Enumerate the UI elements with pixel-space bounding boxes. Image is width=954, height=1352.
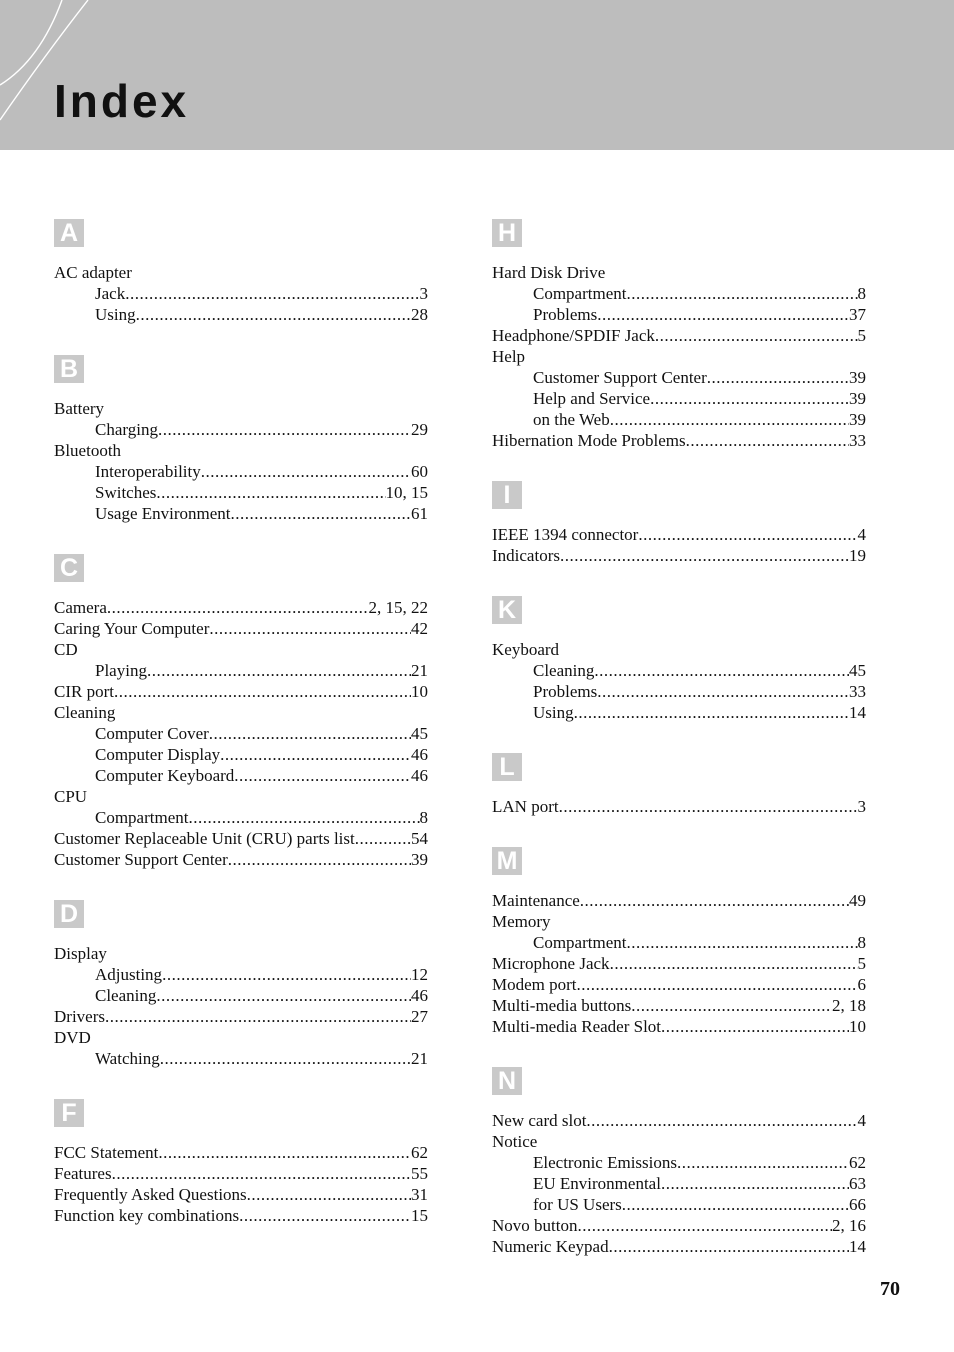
entry-page-ref: 46 (411, 986, 428, 1005)
section-letter: F (54, 1099, 84, 1127)
dot-leader (609, 1236, 849, 1257)
section-letter: D (54, 900, 84, 928)
index-entry (54, 597, 428, 618)
entry-label: for US Users (533, 1195, 622, 1214)
index-entry (54, 1205, 428, 1226)
entry-label: Customer Support Center (54, 850, 228, 869)
index-entry (54, 681, 428, 702)
page-header (0, 0, 954, 150)
index-entry (54, 828, 428, 849)
entry-page-ref: 14 (849, 703, 866, 722)
entry-label: Compartment (95, 808, 189, 827)
dot-leader (661, 1173, 849, 1194)
index-entry (54, 943, 428, 964)
entry-label: Help (492, 347, 526, 366)
section-letter: K (492, 596, 522, 624)
dot-leader (622, 1194, 849, 1215)
index-subentry (54, 964, 428, 985)
dot-leader (560, 545, 849, 566)
dot-leader (158, 419, 411, 440)
entry-page-ref: 3 (419, 284, 428, 303)
entry-label: Electronic Emissions (533, 1153, 678, 1172)
entry-label: Adjusting (95, 965, 163, 984)
index-section (54, 554, 428, 870)
index-subentry (54, 304, 428, 325)
index-entry (492, 890, 866, 911)
entry-label: Customer Support Center (533, 368, 707, 387)
dot-leader (650, 388, 849, 409)
entry-label: Problems (533, 682, 598, 701)
dot-leader (577, 1215, 832, 1236)
entry-page-ref: 39 (849, 389, 866, 408)
section-letter: M (492, 847, 522, 875)
entry-page-ref: 8 (857, 933, 866, 952)
entry-label: Novo button (492, 1216, 578, 1235)
index-entry (54, 398, 428, 419)
dot-leader (156, 482, 385, 503)
section-letter: A (54, 219, 84, 247)
index-entry (54, 618, 428, 639)
entry-page-ref: 5 (857, 326, 866, 345)
entry-page-ref: 45 (411, 724, 428, 743)
entry-page-ref: 39 (849, 368, 866, 387)
entry-page-ref: 39 (411, 850, 428, 869)
entry-label: Hard Disk Drive (492, 263, 606, 282)
dot-leader (162, 964, 411, 985)
index-subentry (492, 388, 866, 409)
entry-page-ref: 55 (411, 1164, 428, 1183)
dot-leader (231, 503, 412, 524)
entry-label: Using (533, 703, 574, 722)
entry-page-ref: 27 (411, 1007, 428, 1026)
index-entry (54, 262, 428, 283)
entry-label: Using (95, 305, 136, 324)
dot-leader (655, 325, 858, 346)
dot-leader (136, 304, 411, 325)
dot-leader (147, 660, 411, 681)
entry-label: Keyboard (492, 640, 560, 659)
dot-leader (597, 681, 849, 702)
index-entry (492, 346, 866, 367)
entry-page-ref: 62 (849, 1153, 866, 1172)
entry-page-ref: 10 (849, 1017, 866, 1036)
entry-page-ref: 10, 15 (385, 483, 428, 502)
index-subentry (54, 765, 428, 786)
entry-label: Bluetooth (54, 441, 122, 460)
entry-page-ref: 45 (849, 661, 866, 680)
index-entry (54, 1006, 428, 1027)
entry-label: CPU (54, 787, 88, 806)
entry-label: Switches (95, 483, 157, 502)
index-entry (54, 1163, 428, 1184)
index-subentry (492, 681, 866, 702)
entry-label: on the Web (533, 410, 610, 429)
entry-label: Computer Keyboard (95, 766, 235, 785)
entry-page-ref: 33 (849, 682, 866, 701)
index-entry (492, 262, 866, 283)
entry-page-ref: 4 (857, 1111, 866, 1130)
entry-label: Cleaning (95, 986, 157, 1005)
section-letter: C (54, 554, 84, 582)
index-entry (54, 639, 428, 660)
entry-label: Memory (492, 912, 551, 931)
index-section (492, 753, 866, 817)
entry-page-ref: 8 (419, 808, 428, 827)
entry-label: New card slot (492, 1111, 587, 1130)
entry-label: Compartment (533, 933, 627, 952)
dot-leader (125, 283, 419, 304)
dot-leader (112, 1163, 411, 1184)
index-entry (492, 1236, 866, 1257)
entry-page-ref: 39 (849, 410, 866, 429)
index-entry (54, 1027, 428, 1048)
index-entry (492, 995, 866, 1016)
entry-label: Customer Replaceable Unit (CRU) parts list (54, 829, 355, 848)
dot-leader (220, 744, 411, 765)
dot-leader (707, 367, 849, 388)
index-subentry (54, 985, 428, 1006)
index-section (492, 596, 866, 723)
entry-label: CIR port (54, 682, 114, 701)
dot-leader (188, 807, 419, 828)
dot-leader (631, 995, 832, 1016)
entry-label: Multi-media Reader Slot (492, 1017, 662, 1036)
index-section (54, 900, 428, 1069)
entry-page-ref: 33 (849, 431, 866, 450)
entry-label: Indicators (492, 546, 560, 565)
index-section (492, 1067, 866, 1257)
entry-label: CD (54, 640, 78, 659)
entry-label: Charging (95, 420, 158, 439)
dot-leader (597, 304, 849, 325)
index-subentry (54, 419, 428, 440)
entry-page-ref: 42 (411, 619, 428, 638)
entry-page-ref: 3 (857, 797, 866, 816)
index-entry (492, 953, 866, 974)
entry-label: Caring Your Computer (54, 619, 210, 638)
entry-page-ref: 12 (411, 965, 428, 984)
entry-page-ref: 6 (857, 975, 866, 994)
entry-label: FCC Statement (54, 1143, 159, 1162)
section-letter: I (492, 481, 522, 509)
index-subentry (54, 660, 428, 681)
entry-page-ref: 31 (411, 1185, 428, 1204)
dot-leader (156, 985, 411, 1006)
entry-label: Usage Environment (95, 504, 231, 523)
dot-leader (355, 828, 411, 849)
index-section (492, 481, 866, 566)
index-section (54, 1099, 428, 1226)
page-number: 70 (880, 1278, 900, 1300)
index-entry (492, 1016, 866, 1037)
entry-page-ref: 2, 16 (832, 1216, 866, 1235)
entry-page-ref: 28 (411, 305, 428, 324)
dot-leader (686, 430, 849, 451)
dot-leader (160, 1048, 411, 1069)
index-subentry (492, 1173, 866, 1194)
entry-label: Watching (95, 1049, 160, 1068)
index-entry (492, 1131, 866, 1152)
entry-page-ref: 2, 18 (832, 996, 866, 1015)
entry-page-ref: 4 (857, 525, 866, 544)
dot-leader (577, 974, 858, 995)
index-subentry (492, 283, 866, 304)
index-subentry (54, 723, 428, 744)
index-entry (54, 440, 428, 461)
index-entry (54, 1184, 428, 1205)
entry-label: Notice (492, 1132, 538, 1151)
dot-leader (574, 702, 849, 723)
entry-page-ref: 29 (411, 420, 428, 439)
index-entry (492, 325, 866, 346)
entry-page-ref: 62 (411, 1143, 428, 1162)
index-section (54, 355, 428, 524)
index-subentry (54, 1048, 428, 1069)
entry-label: Jack (95, 284, 126, 303)
entry-label: Modem port (492, 975, 577, 994)
entry-label: Hibernation Mode Problems (492, 431, 686, 450)
index-subentry (492, 1194, 866, 1215)
entry-label: Function key combinations (54, 1206, 240, 1225)
dot-leader (677, 1152, 849, 1173)
entry-page-ref: 8 (857, 284, 866, 303)
entry-label: Problems (533, 305, 598, 324)
entry-label: Multi-media buttons (492, 996, 632, 1015)
index-subentry (54, 807, 428, 828)
entry-page-ref: 66 (849, 1195, 866, 1214)
entry-label: Battery (54, 399, 105, 418)
entry-page-ref: 54 (411, 829, 428, 848)
index-subentry (54, 744, 428, 765)
entry-label: Features (54, 1164, 112, 1183)
entry-page-ref: 21 (411, 661, 428, 680)
entry-page-ref: 2, 15, 22 (368, 598, 428, 617)
index-subentry (54, 503, 428, 524)
dot-leader (209, 723, 411, 744)
index-entry (492, 639, 866, 660)
entry-page-ref: 21 (411, 1049, 428, 1068)
index-subentry (492, 1152, 866, 1173)
entry-page-ref: 49 (849, 891, 866, 910)
index-subentry (54, 461, 428, 482)
index-subentry (492, 367, 866, 388)
index-entry (492, 796, 866, 817)
index-subentry (54, 482, 428, 503)
dot-leader (239, 1205, 411, 1226)
entry-label: Cleaning (54, 703, 116, 722)
entry-page-ref: 61 (411, 504, 428, 523)
entry-label: EU Environmental (533, 1174, 661, 1193)
entry-label: Computer Display (95, 745, 221, 764)
dot-leader (209, 618, 411, 639)
index-section (492, 219, 866, 451)
index-entry (54, 1142, 428, 1163)
section-letter: H (492, 219, 522, 247)
dot-leader (234, 765, 411, 786)
index-entry (54, 702, 428, 723)
index-entry (492, 1110, 866, 1131)
index-section (492, 847, 866, 1037)
index-entry (492, 430, 866, 451)
entry-page-ref: 46 (411, 766, 428, 785)
index-entry (54, 786, 428, 807)
entry-label: Maintenance (492, 891, 580, 910)
index-column-right (492, 219, 866, 1287)
index-entry (492, 545, 866, 566)
page-title: Index (54, 75, 190, 127)
index-subentry (492, 304, 866, 325)
entry-page-ref: 63 (849, 1174, 866, 1193)
entry-label: Help and Service (533, 389, 651, 408)
entry-label: IEEE 1394 connector (492, 525, 639, 544)
index-section (54, 219, 428, 325)
entry-label: Playing (95, 661, 147, 680)
entry-label: Computer Cover (95, 724, 209, 743)
entry-label: Drivers (54, 1007, 105, 1026)
entry-label: Cleaning (533, 661, 595, 680)
index-entry (492, 974, 866, 995)
index-entry (492, 911, 866, 932)
dot-leader (586, 1110, 857, 1131)
entry-page-ref: 5 (857, 954, 866, 973)
entry-page-ref: 14 (849, 1237, 866, 1256)
entry-label: Interoperability (95, 462, 201, 481)
dot-leader (228, 849, 411, 870)
dot-leader (107, 597, 369, 618)
dot-leader (594, 660, 849, 681)
dot-leader (580, 890, 849, 911)
entry-label: Compartment (533, 284, 627, 303)
entry-page-ref: 10 (411, 682, 428, 701)
index-entry (492, 524, 866, 545)
entry-label: Numeric Keypad (492, 1237, 609, 1256)
index-subentry (492, 932, 866, 953)
entry-page-ref: 15 (411, 1206, 428, 1225)
dot-leader (610, 953, 858, 974)
entry-label: Microphone Jack (492, 954, 610, 973)
dot-leader (661, 1016, 849, 1037)
index-subentry (492, 660, 866, 681)
dot-leader (158, 1142, 411, 1163)
entry-page-ref: 37 (849, 305, 866, 324)
dot-leader (105, 1006, 411, 1027)
entry-label: Display (54, 944, 107, 963)
entry-page-ref: 19 (849, 546, 866, 565)
index-subentry (492, 409, 866, 430)
dot-leader (247, 1184, 411, 1205)
entry-label: Frequently Asked Questions (54, 1185, 247, 1204)
section-letter: L (492, 753, 522, 781)
index-column-left (54, 219, 428, 1256)
dot-leader (626, 932, 857, 953)
dot-leader (626, 283, 857, 304)
index-entry (492, 1215, 866, 1236)
entry-label: DVD (54, 1028, 91, 1047)
entry-page-ref: 60 (411, 462, 428, 481)
entry-page-ref: 46 (411, 745, 428, 764)
entry-label: LAN port (492, 797, 559, 816)
index-subentry (54, 283, 428, 304)
section-letter: N (492, 1067, 522, 1095)
section-letter: B (54, 355, 84, 383)
dot-leader (114, 681, 411, 702)
dot-leader (610, 409, 849, 430)
dot-leader (201, 461, 411, 482)
entry-label: Headphone/SPDIF Jack (492, 326, 655, 345)
entry-label: AC adapter (54, 263, 132, 282)
entry-label: Camera (54, 598, 107, 617)
index-subentry (492, 702, 866, 723)
dot-leader (638, 524, 857, 545)
dot-leader (559, 796, 858, 817)
index-entry (54, 849, 428, 870)
